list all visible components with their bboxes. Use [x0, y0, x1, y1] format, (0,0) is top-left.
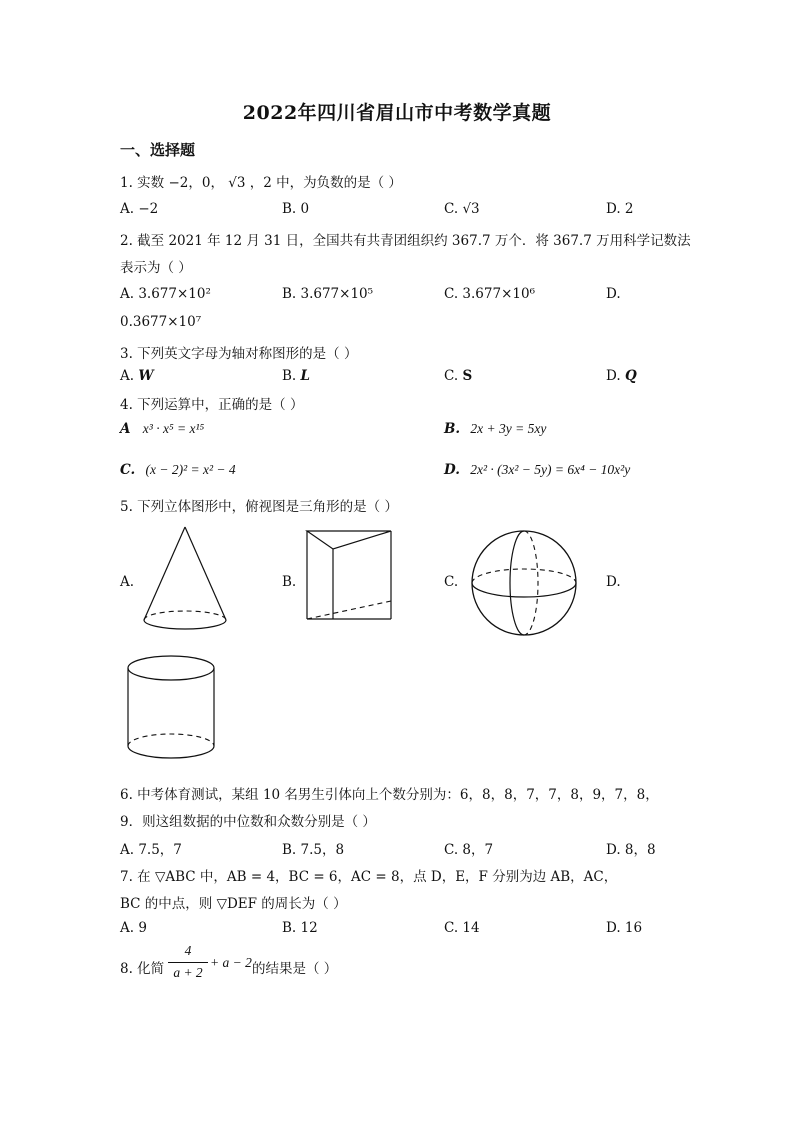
- question-4-stem: 4. 下列运算中，正确的是（ ）: [120, 397, 304, 413]
- q4-option-c: [120, 462, 236, 478]
- cone-figure: [138, 525, 234, 635]
- q1-option-b: B. 0: [282, 201, 310, 217]
- q2-option-d-value: 0.3677×10⁷: [120, 314, 202, 330]
- q6-option-c: C. 8，7: [444, 842, 494, 858]
- q1-stem-suffix: ，2 中，为负数的是（ ）: [249, 175, 402, 191]
- section-heading: 一、选择题: [120, 141, 196, 159]
- q3-option-b-letter: L: [300, 368, 311, 384]
- question-5-stem: 5. 下列立体图形中，俯视图是三角形的是（ ）: [120, 499, 398, 515]
- q5-option-d-label: D.: [606, 574, 621, 590]
- q2-option-b: B. 3.677×10⁵: [282, 286, 374, 302]
- q7-option-a: A. 9: [120, 920, 147, 936]
- q3-option-d-label: D.: [606, 368, 621, 384]
- q4-option-c-label: C.: [120, 462, 136, 478]
- q4-option-a-expr: x³ · x⁵ = x¹⁵: [142, 421, 205, 436]
- q2-option-c: C. 3.677×10⁶: [444, 286, 535, 302]
- q1-stem-sqrt: √3: [228, 175, 246, 191]
- q4-option-b-expr: 2x + 3y = 5xy: [470, 421, 547, 436]
- q8-prefix: 8. 化简: [120, 961, 165, 977]
- question-6-line-2: 9．则这组数据的中位数和众数分别是（ ）: [120, 814, 376, 830]
- q1-option-d: D. 2: [606, 201, 634, 217]
- page-title: 2022年四川省眉山市中考数学真题: [242, 102, 552, 124]
- q3-option-d-letter: Q: [624, 368, 637, 384]
- q2-option-a: A. 3.677×10²: [120, 286, 211, 302]
- q4-option-b-label: B.: [444, 421, 461, 437]
- q6-option-d: D. 8，8: [606, 842, 656, 858]
- question-6-line-1: 6. 中考体育测试，某组 10 名男生引体向上个数分别为：6，8，8，7，7，8，9，7，8，: [120, 787, 659, 803]
- q7-option-d: D. 16: [606, 920, 643, 936]
- q1-stem-prefix: 1. 实数: [120, 175, 165, 191]
- q3-option-a: [120, 368, 154, 384]
- q4-option-c-expr: (x − 2)² = x² − 4: [145, 462, 236, 477]
- q3-option-b-label: B.: [282, 368, 297, 384]
- q8-fraction-numerator: 4: [184, 943, 192, 958]
- question-2-line-1: 2. 截至 2021 年 12 月 31 日，全国共有共青团组织约 367.7 万个．将 367.7 万用科学记数法: [120, 233, 691, 249]
- q4-option-d-label: D.: [444, 462, 460, 478]
- q4-option-d-expr: 2x² · (3x² − 5y) = 6x⁴ − 10x²y: [470, 462, 631, 477]
- q3-option-b: [282, 368, 310, 384]
- q5-option-b-label: B.: [282, 574, 297, 590]
- q4-option-d: [444, 462, 630, 478]
- q6-option-b: B. 7.5，8: [282, 842, 345, 858]
- q3-option-c: [444, 368, 472, 384]
- question-2-line-2: 表示为（ ）: [120, 260, 192, 276]
- question-7-line-1: 7. 在 ▽ABC 中，AB = 4，BC = 6，AC = 8，点 D，E，F 分别为边 AB，AC，: [120, 869, 618, 885]
- q2-option-d: D.: [606, 286, 621, 302]
- q5-option-a-label: A.: [120, 574, 135, 590]
- q8-fraction-denominator: a + 2: [173, 965, 203, 980]
- q1-stem-numbers: −2，0，: [168, 175, 224, 191]
- cylinder-figure: [124, 652, 218, 764]
- q1-option-c-label: C.: [444, 201, 459, 217]
- q4-option-a-label: A: [120, 421, 131, 437]
- q1-option-c: [444, 201, 480, 217]
- question-3-stem: 3. 下列英文字母为轴对称图形的是（ ）: [120, 346, 358, 362]
- triangular-prism-figure: [303, 527, 395, 623]
- q4-option-a: [120, 421, 204, 437]
- q7-option-c: C. 14: [444, 920, 480, 936]
- q1-option-c-sqrt: √3: [462, 201, 480, 217]
- q1-option-a: A. −2: [120, 201, 159, 217]
- q8-expression-rest: + a − 2: [210, 955, 252, 970]
- q3-option-a-label: A.: [120, 368, 135, 384]
- question-1-stem: [120, 171, 402, 191]
- q4-option-b: [444, 421, 546, 437]
- q8-fraction-bar: [168, 962, 208, 963]
- q8-suffix: 的结果是（ ）: [252, 961, 338, 977]
- q6-option-a: A. 7.5，7: [120, 842, 182, 858]
- q3-option-c-letter: S: [462, 368, 473, 384]
- q3-option-a-letter: W: [138, 368, 154, 384]
- q5-option-c-label: C.: [444, 574, 459, 590]
- question-7-line-2: BC 的中点，则 ▽DEF 的周长为（ ）: [120, 896, 347, 912]
- q7-option-b: B. 12: [282, 920, 318, 936]
- q3-option-c-label: C.: [444, 368, 459, 384]
- q3-option-d: [606, 368, 637, 384]
- sphere-figure: [468, 527, 580, 639]
